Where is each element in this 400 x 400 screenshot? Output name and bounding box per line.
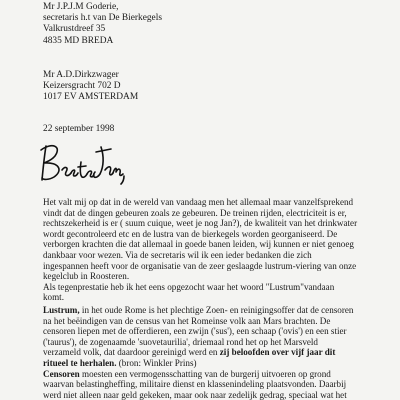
body-line: Als tegenprestatie heb ik het eens opgezocht waar het woord "Lustrum"vandaan: [43, 281, 335, 292]
term-lustrum: Lustrum,: [43, 305, 80, 315]
recipient-street: Keizersgracht 702 D: [43, 81, 121, 92]
body-line: censoren liepen met de offerdieren, een zwijn ('sus'), een schaap ('ovis') en een stier: [43, 326, 347, 337]
body-line: ingespannen heeft voor de organisatie van de zeer geslaagde lustrum-viering van onze: [43, 260, 357, 271]
sender-street: Valkrustdreef 35: [43, 24, 106, 35]
body-line: werd niet alleen naar geld gekeken, maar ook naar zedelijk gedrag, speciaal wat het: [43, 389, 347, 400]
body-line: verborgen krachten die dat allemaal in goede banen leiden, wij kunnen er niet genoeg: [43, 239, 354, 250]
body-line: [43, 358, 387, 369]
body-text: (bron: Winkler Prins): [116, 357, 197, 368]
body-line: komt.: [43, 292, 64, 303]
term-censoren: Censoren: [43, 368, 80, 379]
body-line: dankbaar voor wezen. Via de secretaris wil ik een ieder bedanken die zich: [43, 249, 312, 260]
body-line: wordt gecontroleerd etc en de lustra van de bierkegels worden georganiseerd. De: [43, 228, 338, 239]
body-line: [43, 347, 387, 358]
recipient-city: 1017 EV AMSTERDAM: [43, 92, 139, 103]
letter-date: 22 september 1998: [43, 124, 115, 134]
body-line: ('taurus'), de zogenaamde 'suovetaurilia', driemaal rond het op het Marsveld: [43, 336, 318, 347]
recipient-address: [43, 70, 138, 104]
body-line: na het beëindigen van de census van het Romeinse volk aan Mars brachten. De: [43, 315, 331, 326]
body-line: vindt dat de dingen gebeuren zoals ze gebeuren. De treinen rijden, electriciteit is er,: [43, 207, 347, 218]
body-line: [43, 369, 387, 380]
sender-title: secretaris h.t van De Bierkegels: [43, 13, 162, 24]
body-line: rechtszekerheid is er ( suum cuique, weet je nog Jan?), de kwaliteit van het drinkwater: [43, 218, 358, 229]
sender-address: [43, 2, 162, 47]
body-line: waarvan belastingheffing, militaire dienst en klassenindeling plaatsvonden. Daarbij: [43, 379, 347, 390]
salutation-strokes: [41, 146, 124, 184]
emphasis-text: zij beloofden over vijf jaar dit: [219, 347, 336, 358]
paragraph-intro: [43, 197, 387, 303]
body-text: moesten een vermogensschatting van de burgerij uitvoeren op grond: [79, 368, 331, 379]
body-line: kegelclub in Roosteren.: [43, 271, 130, 282]
body-text: in het oude Rome is het plechtige Zoen- en reinigingsoffer dat de censoren: [79, 305, 354, 315]
sender-city: 4835 MD BREDA: [43, 35, 114, 46]
paragraph-lustrum: [43, 305, 387, 400]
emphasis-text: ritueel te herhalen.: [43, 357, 117, 368]
sender-name: Mr J.P.J.M Goderie,: [43, 2, 119, 12]
body-text: verzameld volk, dat daardoor gereinigd werd en: [43, 347, 220, 358]
body-line: [43, 305, 387, 316]
body-line: Het valt mij op dat in de wereld van vandaag men het allemaal maar vanzelfsprekend: [43, 197, 354, 207]
handwritten-salutation: [38, 142, 128, 188]
recipient-name: Mr A.D.Dirkzwager: [43, 70, 119, 80]
